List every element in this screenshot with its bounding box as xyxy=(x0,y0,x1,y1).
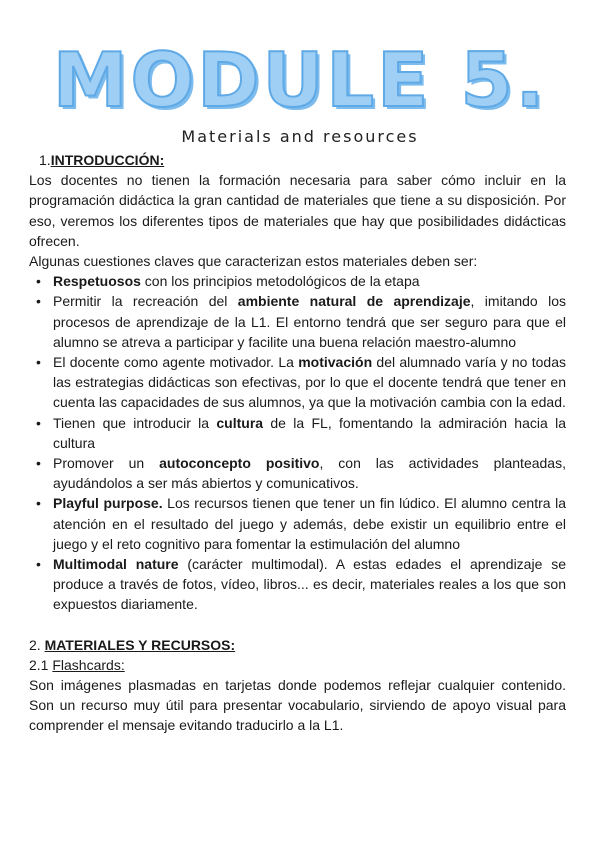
module-subtitle: Materials and resources xyxy=(181,127,419,146)
section-2-title: MATERIALES Y RECURSOS: xyxy=(44,636,236,653)
section-1-title: INTRODUCCIÓN: xyxy=(50,152,165,168)
module-title: MODULE 5. xyxy=(52,36,548,124)
list-item: • El docente como agente motivador. La motivación del alumnado varía y no todas las estrategias didácticas son efectivas, por lo que el docente tendrá que tener en cuenta las capacidades de sus alumnos, ya que la motivación cambia con la edad. xyxy=(53,352,566,413)
list-item: • Permitir la recreación del ambiente natural de aprendizaje, imitando los procesos de aprendizaje de la L1. El entorno tendrá que ser seguro para que el alumno se atreva a participar y facilite una buena relación maestro-alumno xyxy=(53,291,566,352)
spacer xyxy=(29,615,566,635)
section-2-heading xyxy=(29,635,566,655)
list-item: • Playful purpose. Los recursos tienen que tener un fin lúdico. El alumno centra la atención en el resultado del juego y además, debe existir un equilibrio entre el juego y el reto cognitivo para fomentar la estimulación del alumno xyxy=(53,493,566,554)
list-item: • Respetuosos con los principios metodológicos de la etapa xyxy=(53,271,566,291)
subsection-2-1-heading xyxy=(29,655,566,675)
intro-paragraph: Los docentes no tienen la formación necesaria para saber cómo incluir en la programación didáctica la gran cantidad de materiales que tiene a su disposición. Por eso, veremos los diferentes tipos de materiales que hay que posibilidades didácticas ofrecen. xyxy=(29,172,566,249)
document-body xyxy=(29,150,566,736)
section-1-heading xyxy=(29,150,566,170)
flashcards-paragraph: Son imágenes plasmadas en tarjetas donde podemos reflejar cualquier contenido. Son un recurso muy útil para presentar vocabulario, sirviendo de apoyo visual para comprender el mensaje evitando traducirlo a la L1. xyxy=(29,677,566,734)
title-block xyxy=(0,34,600,126)
section-1-number: 1. xyxy=(39,152,51,168)
subsection-number: 2.1 xyxy=(29,656,49,673)
lead-paragraph: Algunas cuestiones claves que caracterizan estos materiales deben ser: xyxy=(29,253,478,270)
list-item: • Promover un autoconcepto positivo, con las actividades planteadas, ayudándolos a ser más abiertos y comunicativos. xyxy=(53,453,566,493)
characteristics-list xyxy=(29,271,566,614)
list-item: • Tienen que introducir la cultura de la FL, fomentando la admiración hacia la cultura xyxy=(53,413,566,453)
section-2-number: 2. xyxy=(29,636,41,653)
subsection-title: Flashcards: xyxy=(52,656,125,673)
list-item: • Multimodal nature (carácter multimodal). A estas edades el aprendizaje se produce a través de fotos, vídeo, libros... es decir, materiales reales a los que son expuestos diariamente. xyxy=(53,554,566,615)
